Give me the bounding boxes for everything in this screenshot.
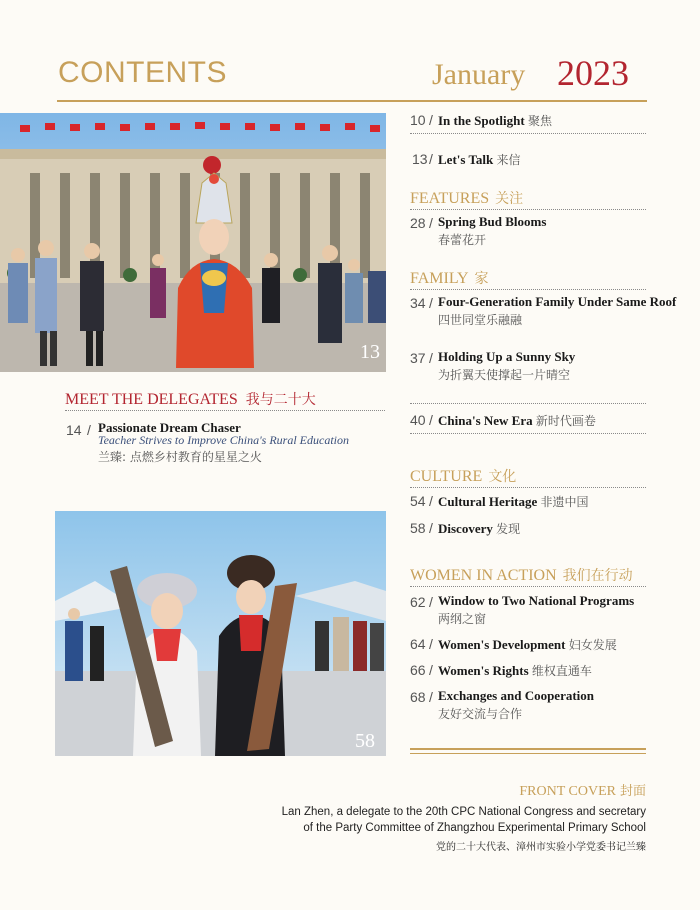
toc-entry-cn: 维权直通车 <box>531 664 592 678</box>
toc-entry-cn: 新时代画卷 <box>535 414 596 428</box>
toc-entry-womens-development[interactable] <box>438 636 617 653</box>
section-heading-label: WOMEN IN ACTION <box>410 567 557 584</box>
toc-entry-cn: 兰臻: 点燃乡村教育的星星之火 <box>98 450 262 464</box>
entry-page-number: 66 <box>410 662 426 678</box>
section-heading-label-cn: 家 <box>474 271 489 287</box>
section-end-rule <box>410 748 646 754</box>
section-heading-label-cn: 我与二十大 <box>245 392 316 408</box>
entry-slash: / <box>429 350 433 366</box>
toc-entry-cn: 聚焦 <box>527 114 552 128</box>
dotted-divider <box>410 209 646 210</box>
entry-slash: / <box>429 594 433 610</box>
toc-entry-title: Women's Rights <box>438 663 529 678</box>
photo-page-number: 58 <box>355 730 375 752</box>
dotted-divider <box>410 487 646 488</box>
section-heading-label: CULTURE <box>410 468 483 485</box>
entry-slash: / <box>429 112 433 128</box>
discovery-photo <box>55 511 386 756</box>
section-heading-label: FEATURES <box>410 190 490 207</box>
issue-month: January <box>432 58 526 91</box>
toc-entry-cn: 四世同堂乐融融 <box>438 313 523 327</box>
toc-entry-cn: 春蕾花开 <box>438 233 487 247</box>
toc-entry-title: Discovery <box>438 521 493 536</box>
photo-page-number: 13 <box>360 341 380 363</box>
toc-entry-title: China's New Era <box>438 413 533 428</box>
toc-entry-title[interactable]: Spring Bud Blooms <box>438 214 547 229</box>
front-cover-caption-cn: 党的二十大代表、漳州市实验小学党委书记兰臻 <box>436 842 646 853</box>
dotted-divider <box>410 403 646 404</box>
toc-entry-cn: 友好交流与合作 <box>438 707 523 721</box>
front-cover-label-cn: 封面 <box>619 784 646 799</box>
section-heading-women-in-action <box>410 565 633 585</box>
section-heading-family <box>410 268 489 288</box>
entry-slash: / <box>87 422 91 438</box>
toc-entry-in-the-spotlight[interactable] <box>438 112 552 129</box>
front-cover-caption-line1: Lan Zhen, a delegate to the 20th CPC National Congress and secretary <box>281 806 646 818</box>
entry-page-number: 14 <box>66 422 82 438</box>
entry-slash: / <box>429 151 433 167</box>
toc-entry-cn: 两纲之窗 <box>438 612 487 626</box>
toc-entry-title: Cultural Heritage <box>438 494 538 509</box>
section-heading-label-cn: 关注 <box>495 191 524 207</box>
dotted-divider <box>410 586 646 587</box>
toc-entry-discovery[interactable] <box>438 520 520 537</box>
issue-year: 2023 <box>557 53 629 93</box>
entry-slash: / <box>429 689 433 705</box>
entry-page-number: 37 <box>410 350 426 366</box>
entry-page-number: 54 <box>410 493 426 509</box>
toc-entry-title[interactable]: Holding Up a Sunny Sky <box>438 349 576 364</box>
dotted-divider <box>65 410 385 411</box>
section-heading-label: FAMILY <box>410 270 469 287</box>
toc-entry-title[interactable]: Passionate Dream Chaser <box>98 420 241 435</box>
section-heading-meet-the-delegates <box>65 389 316 409</box>
toc-entry-lets-talk[interactable] <box>438 151 521 168</box>
entry-slash: / <box>429 520 433 536</box>
toc-entry-cn: 非遗中国 <box>540 495 589 509</box>
section-heading-culture <box>410 466 516 486</box>
entry-page-number: 64 <box>410 636 426 652</box>
entry-page-number: 58 <box>410 520 426 536</box>
winter-photo-illustration <box>55 511 386 756</box>
header-rule <box>57 100 647 102</box>
toc-entry-cultural-heritage[interactable] <box>438 493 589 510</box>
toc-entry-cn: 妇女发展 <box>568 638 617 652</box>
entry-page-number: 62 <box>410 594 426 610</box>
toc-entry-cn: 发现 <box>496 522 521 536</box>
section-heading-features <box>410 188 523 208</box>
dotted-divider <box>410 133 646 134</box>
toc-entry-title[interactable]: Window to Two National Programs <box>438 593 635 608</box>
section-heading-label: MEET THE DELEGATES <box>65 391 238 408</box>
entry-page-number: 10 <box>410 112 426 128</box>
entry-page-number: 68 <box>410 689 426 705</box>
dotted-divider <box>410 433 646 434</box>
front-cover-heading <box>519 780 646 800</box>
entry-page-number: 28 <box>410 215 426 231</box>
entry-page-number: 13 <box>412 151 428 167</box>
entry-slash: / <box>429 295 433 311</box>
entry-slash: / <box>429 493 433 509</box>
toc-entry-cn: 来信 <box>496 153 521 167</box>
page-title: CONTENTS <box>58 56 227 89</box>
toc-entry-cn: 为折翼天使撑起一片晴空 <box>438 368 571 382</box>
dotted-divider <box>410 289 646 290</box>
cover-story-photo <box>0 113 386 372</box>
toc-entry-title: Women's Development <box>438 637 566 652</box>
entry-slash: / <box>429 662 433 678</box>
great-hall-photo-illustration <box>0 113 386 372</box>
front-cover-caption-line2: of the Party Committee of Zhangzhou Experimental Primary School <box>303 822 646 834</box>
toc-entry-womens-rights[interactable] <box>438 662 592 679</box>
toc-entry-title: In the Spotlight <box>438 113 525 128</box>
toc-entry-title[interactable]: Four-Generation Family Under Same Roof <box>438 294 677 309</box>
entry-page-number: 40 <box>410 412 426 428</box>
section-heading-label-cn: 我们在行动 <box>562 568 633 584</box>
toc-entry-title: Let's Talk <box>438 152 494 167</box>
entry-page-number: 34 <box>410 295 426 311</box>
toc-entry-subtitle: Teacher Strives to Improve China's Rural Education <box>98 433 349 447</box>
toc-entry-chinas-new-era[interactable] <box>438 412 596 429</box>
section-heading-label-cn: 文化 <box>488 469 517 485</box>
toc-entry-title[interactable]: Exchanges and Cooperation <box>438 688 595 703</box>
entry-slash: / <box>429 412 433 428</box>
entry-slash: / <box>429 636 433 652</box>
entry-slash: / <box>429 215 433 231</box>
front-cover-label: FRONT COVER <box>519 784 616 799</box>
